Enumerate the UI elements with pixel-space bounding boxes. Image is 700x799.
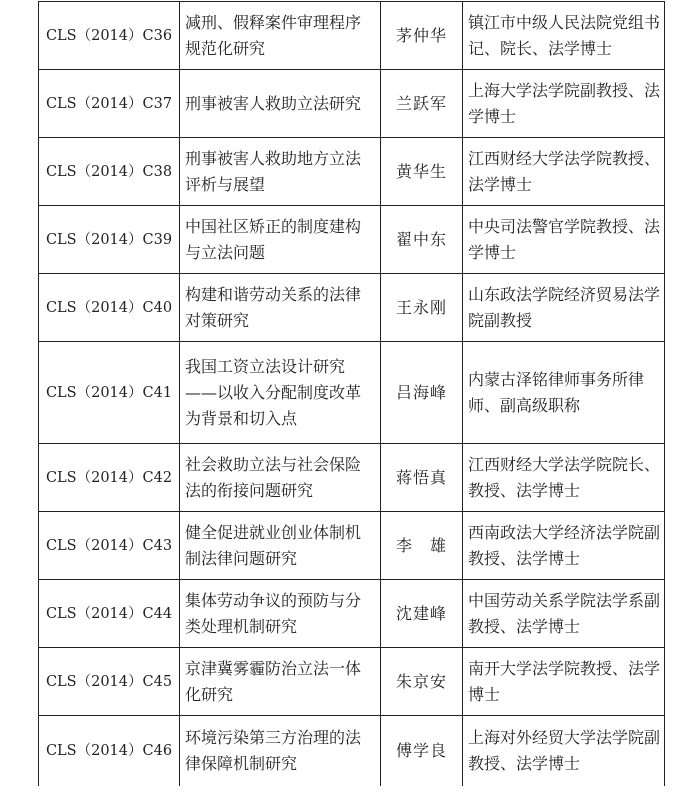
project-code: CLS（2014）C41 (39, 342, 180, 444)
project-title: 社会救助立法与社会保险法的衔接问题研究 (180, 444, 381, 512)
table-row (39, 444, 665, 512)
project-leader: 王永刚 (381, 274, 463, 342)
leader-affiliation: 山东政法学院经济贸易法学院副教授 (463, 274, 665, 342)
leader-affiliation: 中央司法警官学院教授、法学博士 (463, 206, 665, 274)
table-row (39, 342, 665, 444)
project-title: 健全促进就业创业体制机制法律问题研究 (180, 512, 381, 580)
project-code: CLS（2014）C45 (39, 648, 180, 716)
leader-affiliation: 上海大学法学院副教授、法学博士 (463, 70, 665, 138)
project-leader: 吕海峰 (381, 342, 463, 444)
project-title: 减刑、假释案件审理程序规范化研究 (180, 2, 381, 70)
table-row (39, 580, 665, 648)
table-row (39, 70, 665, 138)
leader-affiliation: 西南政法大学经济法学院副教授、法学博士 (463, 512, 665, 580)
leader-affiliation: 中国劳动关系学院法学系副教授、法学博士 (463, 580, 665, 648)
table-row (39, 2, 665, 70)
project-leader: 翟中东 (381, 206, 463, 274)
table-row (39, 716, 665, 786)
project-leader: 朱京安 (381, 648, 463, 716)
project-table (38, 1, 665, 786)
leader-affiliation: 内蒙古泽铭律师事务所律师、副高级职称 (463, 342, 665, 444)
leader-affiliation: 江西财经大学法学院教授、法学博士 (463, 138, 665, 206)
project-title: 环境污染第三方治理的法律保障机制研究 (180, 716, 381, 786)
project-leader: 茅仲华 (381, 2, 463, 70)
project-code: CLS（2014）C44 (39, 580, 180, 648)
project-code: CLS（2014）C38 (39, 138, 180, 206)
leader-affiliation: 上海对外经贸大学法学院副教授、法学博士 (463, 716, 665, 786)
leader-affiliation: 江西财经大学法学院院长、教授、法学博士 (463, 444, 665, 512)
leader-affiliation: 南开大学法学院教授、法学博士 (463, 648, 665, 716)
project-title: 京津冀雾霾防治立法一体化研究 (180, 648, 381, 716)
project-code: CLS（2014）C42 (39, 444, 180, 512)
project-leader: 傅学良 (381, 716, 463, 786)
project-leader: 李 雄 (381, 512, 463, 580)
project-code: CLS（2014）C39 (39, 206, 180, 274)
project-leader: 兰跃军 (381, 70, 463, 138)
project-leader: 黄华生 (381, 138, 463, 206)
project-leader: 蒋悟真 (381, 444, 463, 512)
project-title: 我国工资立法设计研究——以收入分配制度改革为背景和切入点 (180, 342, 381, 444)
project-title: 构建和谐劳动关系的法律对策研究 (180, 274, 381, 342)
table-row (39, 138, 665, 206)
table-row (39, 206, 665, 274)
table-row (39, 512, 665, 580)
table-row (39, 648, 665, 716)
project-title: 刑事被害人救助立法研究 (180, 70, 381, 138)
project-code: CLS（2014）C46 (39, 716, 180, 786)
leader-affiliation: 镇江市中级人民法院党组书记、院长、法学博士 (463, 2, 665, 70)
project-code: CLS（2014）C36 (39, 2, 180, 70)
project-title: 中国社区矫正的制度建构与立法问题 (180, 206, 381, 274)
table-row (39, 274, 665, 342)
project-code: CLS（2014）C37 (39, 70, 180, 138)
project-leader: 沈建峰 (381, 580, 463, 648)
project-table-container (38, 1, 664, 786)
project-code: CLS（2014）C40 (39, 274, 180, 342)
project-title: 刑事被害人救助地方立法评析与展望 (180, 138, 381, 206)
project-title: 集体劳动争议的预防与分类处理机制研究 (180, 580, 381, 648)
project-code: CLS（2014）C43 (39, 512, 180, 580)
